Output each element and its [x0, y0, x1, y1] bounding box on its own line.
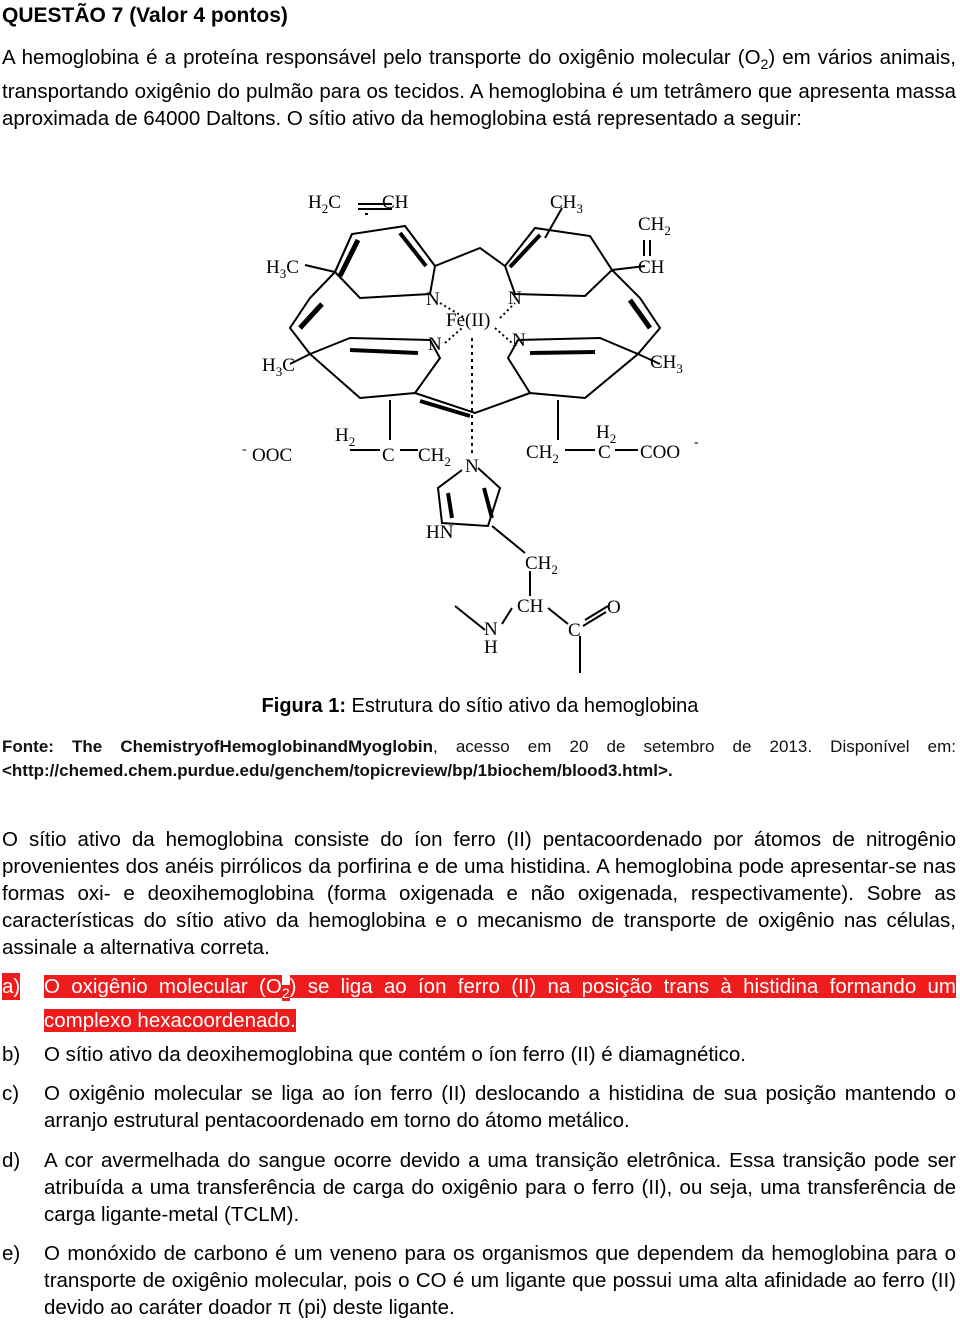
- label-fe: Fe(II): [446, 310, 491, 331]
- label-ch2-top: $CH_2$: [638, 214, 671, 238]
- intro-text-a: A hemoglobina é a proteína responsável pelo transporte do oxigênio molecular (O: [2, 46, 761, 69]
- option-d[interactable]: [2, 1147, 956, 1228]
- option-c-letter: c): [2, 1082, 20, 1105]
- label-ch2-left: $CH_2$: [418, 445, 451, 469]
- label-ch-right: CH: [638, 257, 665, 278]
- label-n2: N: [508, 288, 522, 309]
- body-paragraph: O sítio ativo da hemoglobina consiste do íon ferro (II) pentacoordenado por átomos de nitrogênio provenientes dos anéis pirrólicos da porfirina e de uma histidina. A hemoglobina pode apresentar-se nas formas oxi- e deoxihemoglobina (forma oxigenada e não oxigenada, respectivamente). Sobre as características do sítio ativo da hemoglobina e o mecanismo de transporte de oxigênio nas células, assinale a alternativa correta.: [2, 828, 956, 959]
- figure-source: [2, 735, 956, 782]
- label-h2c: $H_2C$: [308, 192, 341, 216]
- intro-subscript: 2: [760, 56, 769, 73]
- option-d-letter: d): [2, 1149, 21, 1172]
- label-ch-vinyl: CH: [382, 192, 409, 213]
- option-e-letter: e): [2, 1242, 21, 1265]
- label-ch3-top: $CH_3$: [550, 192, 583, 216]
- label-ch2-right-low: $CH_2$: [526, 442, 559, 466]
- label-n1: N: [426, 289, 440, 310]
- label-minus-left: -: [242, 442, 247, 457]
- caption-bold: Figura 1:: [261, 695, 346, 717]
- option-d-text: A cor avermelhada do sangue ocorre devido a uma transição eletrônica. Essa transição pode ser atribuída a uma transferência de carga do oxigênio para o ferro (II), ou seja, uma transferência de carga ligante-metal (TCLM).: [44, 1149, 956, 1226]
- option-c-text: O oxigênio molecular se liga ao íon ferro (II) deslocando a histidina de sua posição mantendo o arranjo estrutural pentacoordenado em torno do átomo metálico.: [44, 1082, 956, 1132]
- intro-paragraph: [2, 44, 956, 132]
- label-n-imid: N: [465, 456, 479, 477]
- option-e[interactable]: [2, 1240, 956, 1321]
- label-c-left: C: [382, 445, 395, 466]
- intro-text-b: ) em vários animais, transportando oxigênio do pulmão para os tecidos. A hemoglobina é um tetrâmero que apresenta massa aproximada de 64000 Daltons. O sítio ativo da hemoglobina está representado a seguir:: [2, 46, 956, 131]
- option-a-text: O oxigênio molecular $(O_2)$ se liga ao íon ferro (II) na posição trans à histidina formando um complexo hexacoordenado.: [44, 975, 956, 1033]
- label-h3c-a: $H_3C$: [266, 257, 299, 281]
- label-o-chain: O: [607, 597, 621, 618]
- source-url: <http://chemed.chem.purdue.edu/genchem/topicreview/bp/1biochem/blood3.html>.: [2, 760, 673, 780]
- figure-caption: [0, 695, 960, 718]
- label-hn-imid: HN: [426, 522, 454, 543]
- label-n4: N: [512, 330, 526, 351]
- label-coo: COO: [640, 442, 681, 463]
- option-a-letter: a): [2, 975, 21, 998]
- option-e-text: O monóxido de carbono é um veneno para os organismos que dependem da hemoglobina para o transporte de oxigênio molecular, pois o CO é um ligante que possui uma alta afinidade ao ferro (II) devido ao caráter doador π (pi) deste ligante.: [44, 1242, 956, 1319]
- heme-active-site-diagram: [240, 188, 720, 678]
- label-c-right: C: [598, 442, 611, 463]
- option-c[interactable]: [2, 1080, 956, 1134]
- caption-rest: Estrutura do sítio ativo da hemoglobina: [346, 695, 699, 717]
- label-ch3-right: $CH_3$: [650, 352, 683, 376]
- question-title: QUESTÃO 7 (Valor 4 pontos): [2, 4, 288, 27]
- label-h2-left: $H_2$: [335, 425, 356, 449]
- label-n-amide: N: [484, 619, 498, 640]
- option-b-text: O sítio ativo da deoxihemoglobina que contém o íon ferro (II) é diamagnético.: [44, 1043, 746, 1066]
- label-n3: N: [428, 334, 442, 355]
- label-h-amide: H: [484, 637, 498, 658]
- option-b[interactable]: [2, 1041, 956, 1068]
- label-c-carbonyl: C: [568, 620, 581, 641]
- option-a[interactable]: [2, 973, 956, 1034]
- label-h2-right: $H_2$: [596, 422, 617, 446]
- label-ch2-chain: $CH_2$: [525, 553, 558, 577]
- label-minus-right: -: [694, 435, 699, 450]
- option-b-letter: b): [2, 1043, 21, 1066]
- label-ch-chain: CH: [517, 596, 544, 617]
- label-h3c-b: $H_3C$: [262, 355, 295, 379]
- label-ooc: OOC: [252, 445, 293, 466]
- source-prefix: Fonte: The ChemistryofHemoglobinandMyoglobin: [2, 737, 433, 756]
- source-suffix: , acesso em 20 de setembro de 2013. Disponível em:: [432, 737, 956, 756]
